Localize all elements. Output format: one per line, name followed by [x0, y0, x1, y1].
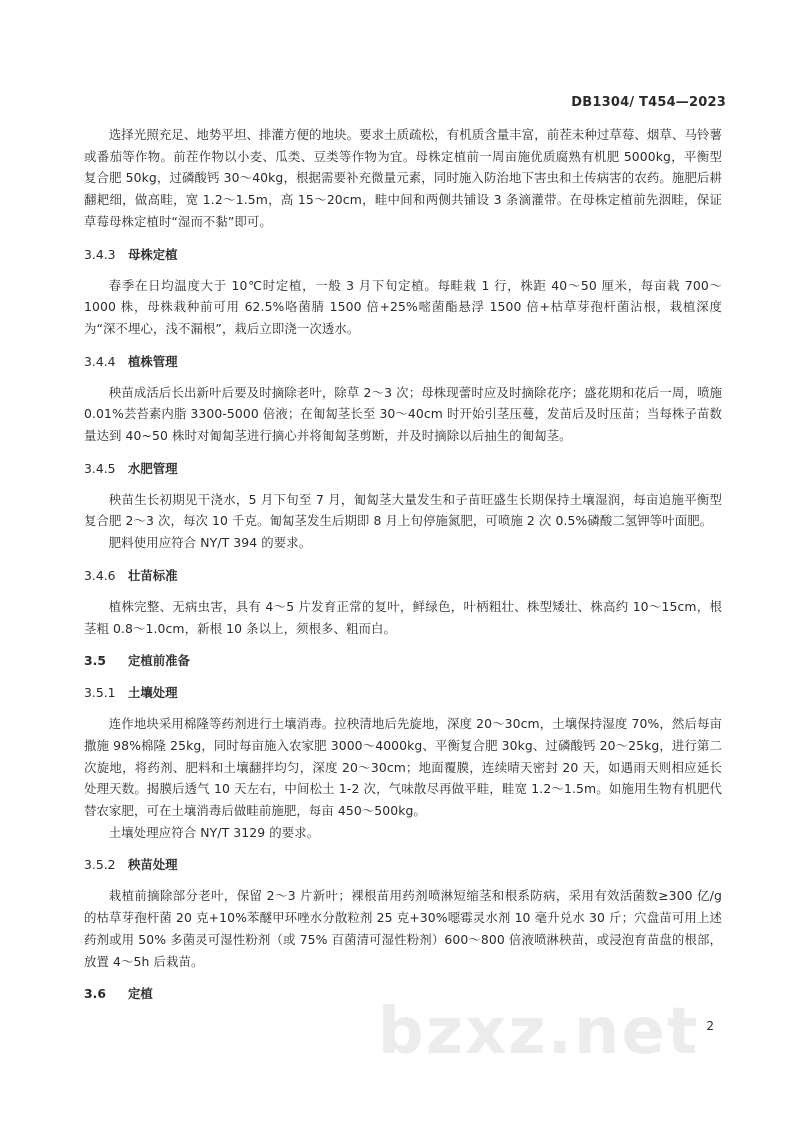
paragraph-soil-treatment: 连作地块采用棉隆等药剂进行土壤消毒。拉秧清地后先旋地，深度 20～30cm，土壤保持湿度 70%，然后每亩撒施 98%棉隆 25kg，同时每亩施入农家肥 3000～4000kg、平衡复合肥 30kg、过磷酸钙 20～25kg，进行第二次旋地，将药剂、肥料和土壤翻拌均匀，深度 20～30cm；地面覆膜，连续晴天密封 20 天，如遇雨天则相应延长处理天数。揭膜后透气 10 天左右，中间松土 1-2 次，气味散尽再做平畦，畦宽 1.2～1.5m。如施用生物有机肥代替农家肥，可在土壤消毒后做畦前施肥，每亩 450～500kg。 [84, 716, 722, 819]
heading-title: 植株管理 [128, 353, 178, 369]
heading-title: 壮苗标准 [128, 567, 178, 583]
heading-3-5-2 [84, 854, 722, 875]
heading-number: 3.5.1 [84, 685, 116, 701]
standard-code: DB1304/ T454—2023 [571, 95, 726, 110]
heading-3-4-5 [84, 458, 722, 479]
paragraph-site-selection: 选择光照充足、地势平坦、排灌方便的地块。要求土质疏松，有机质含量丰富，前茬未种过草莓、烟草、马铃薯或番茄等作物。前茬作物以小麦、瓜类、豆类等作物为宜。母株定植前一周亩施优质腐熟有机肥 5000kg，平衡型复合肥 50kg，过磷酸钙 30～40kg，根据需要补充微量元素，同时施入防治地下害虫和土传病害的农药。施肥后耕翻耙细，做高畦，宽 1.2～1.5m，高 15～20cm，畦中间和两侧共铺设 3 条滴灌带。在母株定植前先洇畦，保证草莓母株定植时“湿而不黏”即可。 [84, 127, 722, 229]
heading-3-5-1 [84, 682, 722, 703]
paragraph-soil-standard: 土壤处理应符合 NY/T 3129 的要求。 [108, 824, 320, 840]
paragraph-mother-plant-planting: 春季在日均温度大于 10℃时定植，一般 3 月下旬定植。每畦栽 1 行，株距 40～50 厘米，每亩栽 700～1000 株，母株栽种前可用 62.5%咯菌腈 1500 倍+25%嘧菌酯悬浮 1500 倍+枯草芽孢杆菌沾根，栽植深度为“深不埋心，浅不漏根”，栽后立即浇一次透水。 [84, 277, 722, 336]
heading-3-5 [84, 650, 722, 671]
heading-number: 3.4.3 [84, 246, 116, 262]
heading-title: 土壤处理 [128, 685, 178, 701]
paragraph-fertilizer-standard: 肥料使用应符合 NY/T 394 的要求。 [108, 535, 312, 551]
heading-3-4-4 [84, 351, 722, 372]
paragraph-plant-management: 秧苗成活后长出新叶后要及时摘除老叶，除草 2～3 次；母株现蕾时应及时摘除花序；盛花期和花后一周，喷施 0.01%芸苔素内脂 3300-5000 倍液；在匍匐茎长至 30～40cm 时开始引茎压蔓，发苗后及时压苗；当每株子苗数量达到 40~50 株时对匍匐茎进行摘心并将匍匐茎剪断，并及时摘除以后抽生的匍匐茎。 [84, 384, 722, 444]
heading-title: 母株定植 [128, 246, 178, 262]
paragraph-water-fertilizer: 秧苗生长初期见干浇水，5 月下旬至 7 月，匍匐茎大量发生和子苗旺盛生长期保持土壤湿润，每亩追施平衡型复合肥 2～3 次，每次 10 千克。匍匐茎发生后期即 8 月上旬停施氮肥，可喷施 2 次 0.5%磷酸二氢钾等叶面肥。 [84, 491, 722, 529]
heading-title: 秧苗处理 [128, 857, 178, 873]
paragraph-seedling-treatment: 栽植前摘除部分老叶，保留 2～3 片新叶；裸根苗用药剂喷淋短缩茎和根系防病，采用有效活菌数≥300 亿/g 的枯草芽孢杆菌 20 克+10%苯醚甲环唑水分散粒剂 25 克+30%噁霉灵水剂 10 毫升兑水 30 斤；穴盘苗可用上述药剂或用 50% 多菌灵可湿性粉剂（或 75% 百菌清可湿性粉剂）600～800 倍液喷淋秧苗，或浸泡育苗盘的根部，放置 4～5h 后栽苗。 [84, 888, 722, 969]
heading-number: 3.5.2 [84, 857, 116, 873]
heading-3-4-3 [84, 244, 722, 265]
heading-number: 3.5 [84, 653, 106, 669]
watermark-logo: bzxz.net [378, 995, 700, 1069]
heading-title: 定植前准备 [128, 653, 190, 669]
heading-number: 3.4.5 [84, 460, 116, 476]
heading-title: 定植 [128, 986, 153, 1002]
document-body [84, 124, 722, 1014]
page-number: 2 [706, 1019, 714, 1033]
heading-number: 3.4.4 [84, 353, 116, 369]
heading-title: 水肥管理 [128, 460, 178, 476]
paragraph-strong-seedling-standard: 植株完整、无病虫害，具有 4～5 片发育正常的复叶，鲜绿色，叶柄粗壮、株型矮壮、株高约 10～15cm，根茎粗 0.8～1.0cm，新根 10 条以上，须根多、粗而白。 [84, 598, 722, 636]
heading-number: 3.6 [84, 986, 106, 1002]
heading-3-4-6 [84, 565, 722, 586]
heading-number: 3.4.6 [84, 567, 116, 583]
